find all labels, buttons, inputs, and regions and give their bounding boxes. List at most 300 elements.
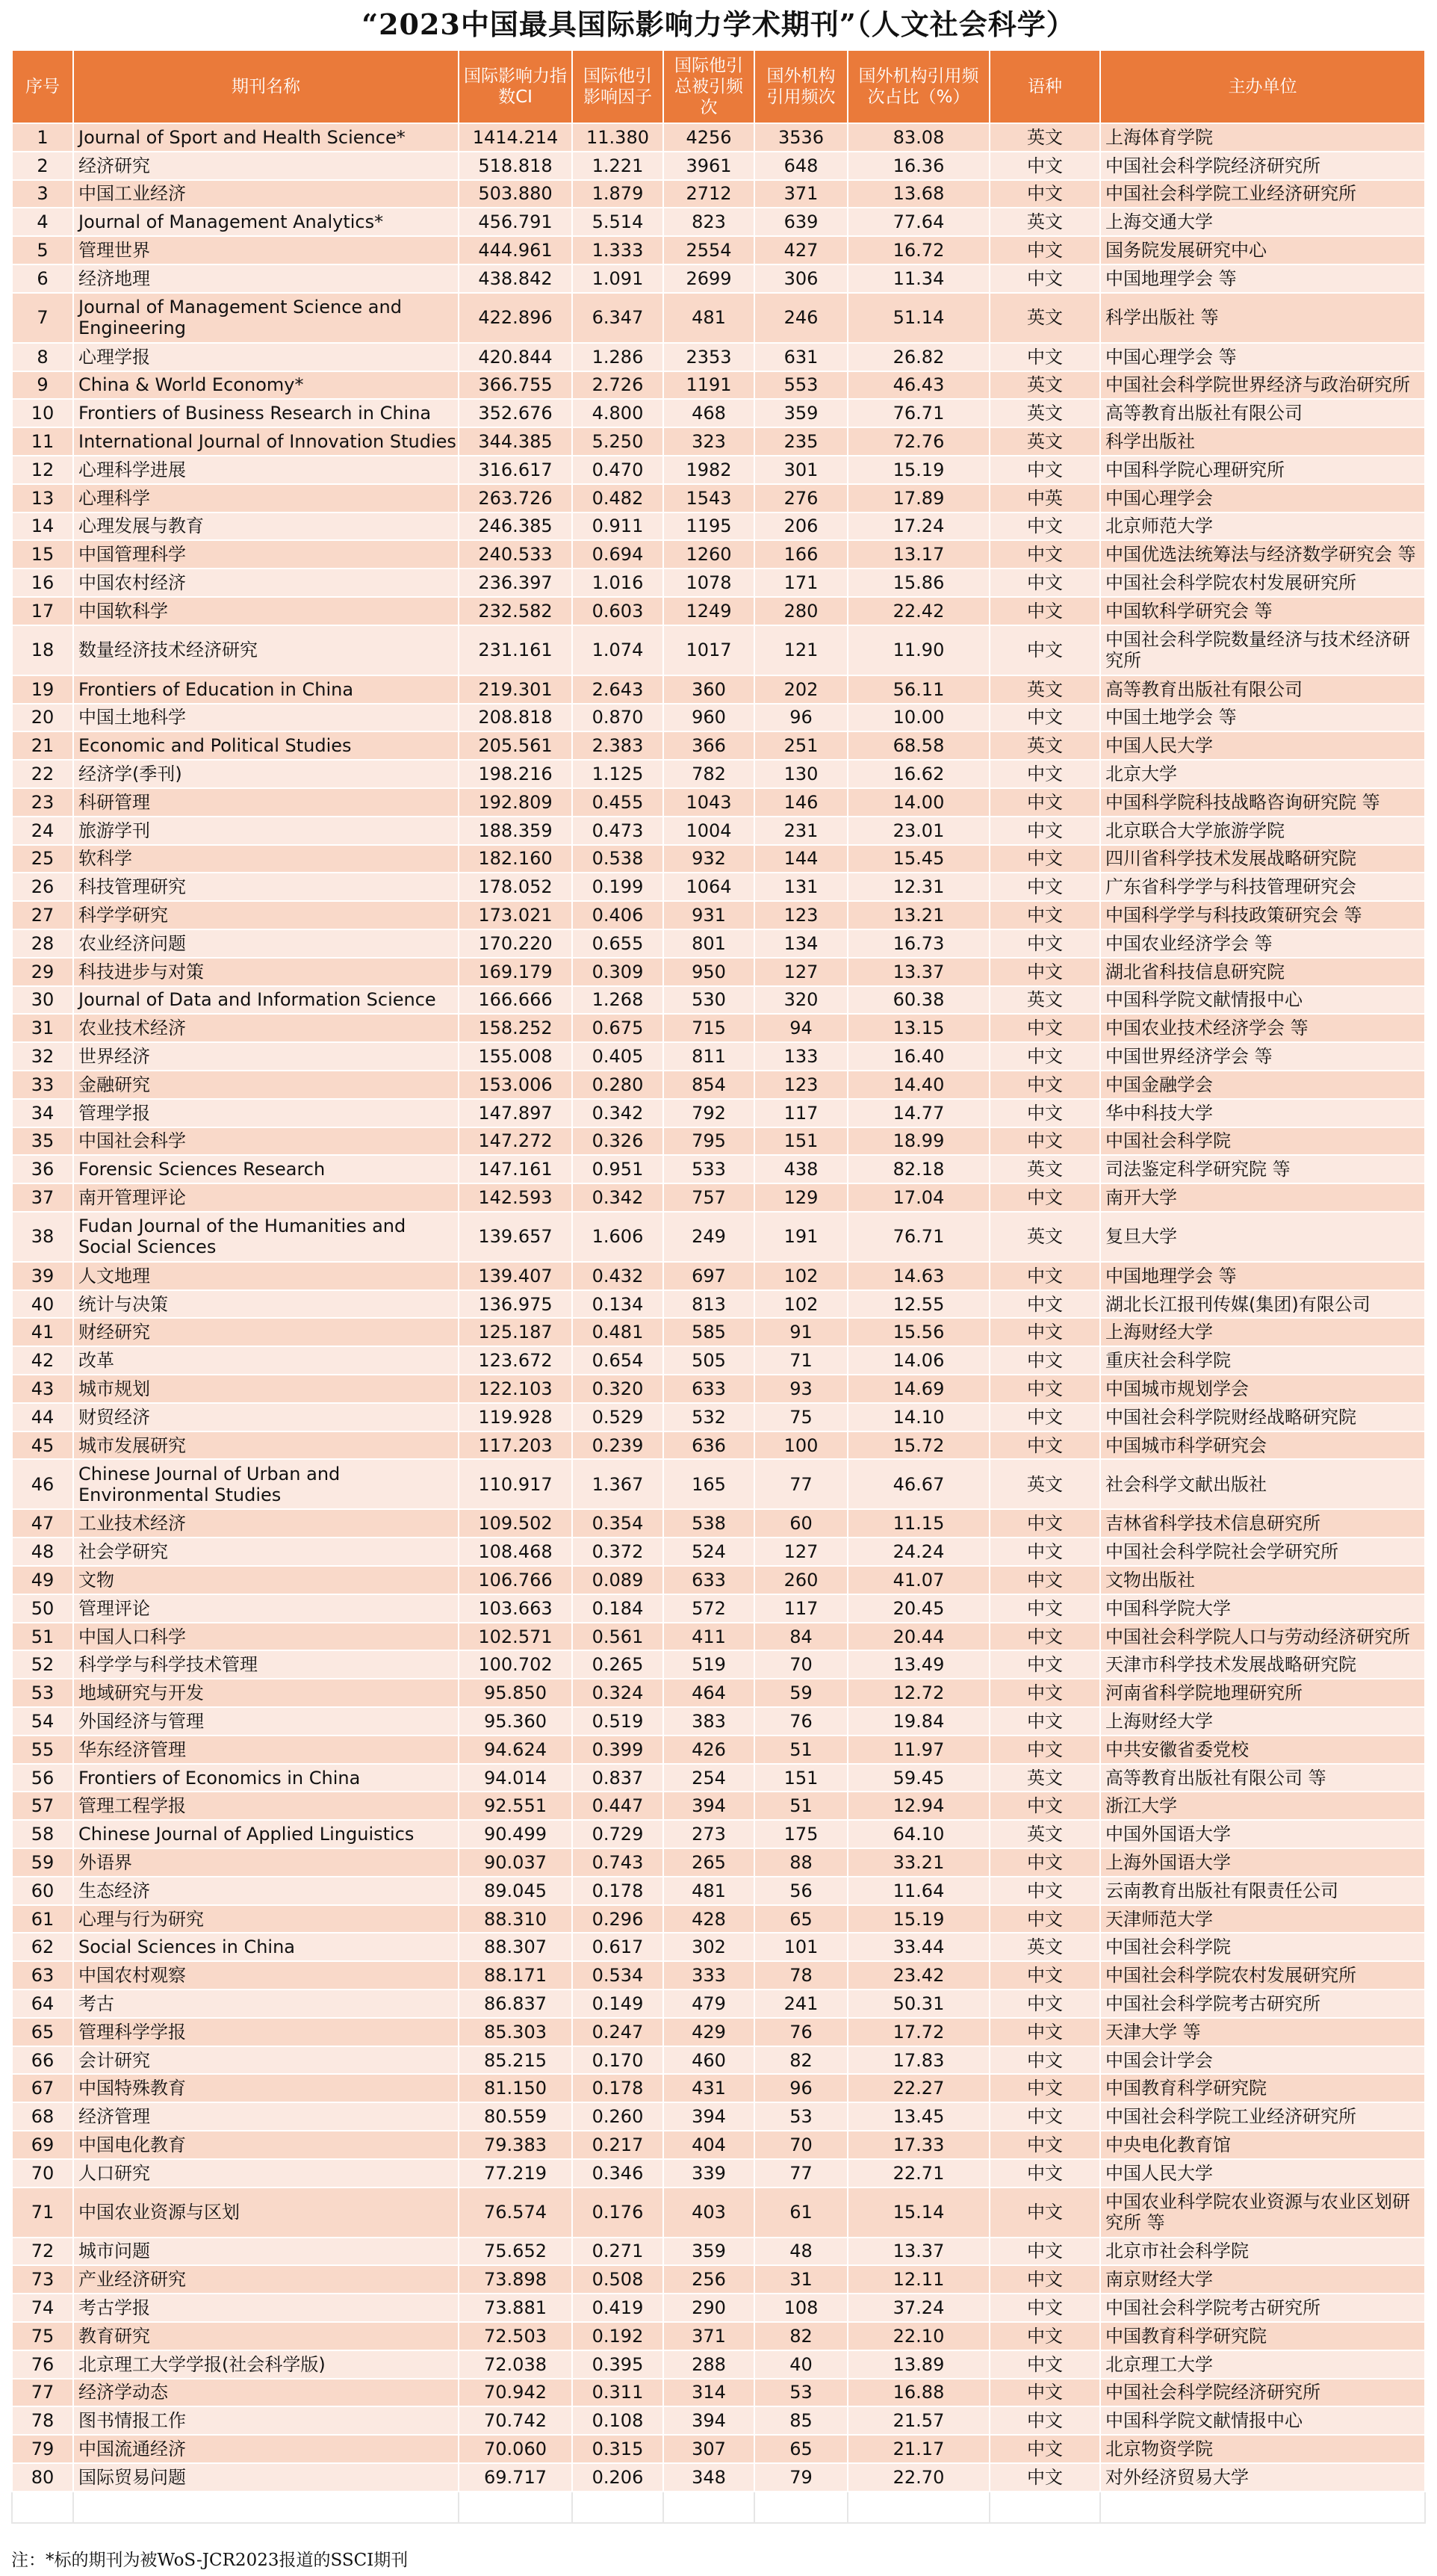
cell-journal-name: 教育研究 bbox=[73, 2322, 459, 2350]
cell-journal-name: 中国流通经济 bbox=[73, 2435, 459, 2463]
cell-foreign-citations: 648 bbox=[754, 152, 848, 180]
table-row bbox=[12, 597, 1425, 625]
cell-foreign-ratio: 51.14 bbox=[848, 293, 990, 343]
cell-publisher: 湖北长江报刊传媒(集团)有限公司 bbox=[1100, 1290, 1425, 1319]
cell-publisher: 河南省科学院地理研究所 bbox=[1100, 1679, 1425, 1707]
cell-journal-name: Journal of Management Science and Engineering bbox=[73, 293, 459, 343]
table-row bbox=[12, 625, 1425, 675]
cell-index: 1 bbox=[12, 123, 73, 152]
cell-ci: 94.014 bbox=[459, 1764, 572, 1792]
cell-journal-name: 管理工程学报 bbox=[73, 1792, 459, 1820]
cell-total-citations: 273 bbox=[663, 1820, 754, 1848]
cell-publisher: 中国农业技术经济学会 等 bbox=[1100, 1014, 1425, 1042]
blank-cell bbox=[572, 2492, 663, 2523]
cell-publisher: 中国地理学会 等 bbox=[1100, 1262, 1425, 1290]
cell-foreign-ratio: 82.18 bbox=[848, 1155, 990, 1183]
cell-ci: 125.187 bbox=[459, 1318, 572, 1346]
table-row bbox=[12, 2322, 1425, 2350]
cell-language: 中文 bbox=[990, 2188, 1100, 2238]
cell-impact-factor: 0.406 bbox=[572, 901, 663, 929]
cell-language: 中文 bbox=[990, 817, 1100, 845]
cell-foreign-citations: 320 bbox=[754, 986, 848, 1015]
cell-total-citations: 2699 bbox=[663, 264, 754, 293]
cell-impact-factor: 5.250 bbox=[572, 427, 663, 456]
cell-impact-factor: 0.176 bbox=[572, 2188, 663, 2238]
cell-journal-name: 科学学与科学技术管理 bbox=[73, 1650, 459, 1679]
table-row bbox=[12, 1431, 1425, 1460]
cell-journal-name: 财经研究 bbox=[73, 1318, 459, 1346]
cell-foreign-ratio: 22.42 bbox=[848, 597, 990, 625]
cell-index: 53 bbox=[12, 1679, 73, 1707]
cell-journal-name: 中国农村经济 bbox=[73, 569, 459, 597]
cell-total-citations: 288 bbox=[663, 2350, 754, 2379]
cell-journal-name: 中国特殊教育 bbox=[73, 2074, 459, 2102]
cell-publisher: 中国科学院文献情报中心 bbox=[1100, 986, 1425, 1015]
cell-foreign-citations: 96 bbox=[754, 704, 848, 732]
cell-journal-name: 金融研究 bbox=[73, 1071, 459, 1099]
cell-foreign-ratio: 68.58 bbox=[848, 731, 990, 760]
table-blank-row bbox=[12, 2492, 1425, 2523]
cell-index: 80 bbox=[12, 2463, 73, 2492]
cell-impact-factor: 0.399 bbox=[572, 1736, 663, 1764]
table-row bbox=[12, 1014, 1425, 1042]
cell-language: 英文 bbox=[990, 1820, 1100, 1848]
cell-language: 中文 bbox=[990, 2379, 1100, 2407]
cell-language: 中文 bbox=[990, 1594, 1100, 1623]
cell-ci: 70.942 bbox=[459, 2379, 572, 2407]
cell-impact-factor: 0.309 bbox=[572, 958, 663, 986]
cell-foreign-citations: 301 bbox=[754, 456, 848, 484]
cell-impact-factor: 2.726 bbox=[572, 371, 663, 400]
cell-total-citations: 1982 bbox=[663, 456, 754, 484]
cell-index: 18 bbox=[12, 625, 73, 675]
cell-journal-name: 科技管理研究 bbox=[73, 873, 459, 901]
cell-total-citations: 697 bbox=[663, 1262, 754, 1290]
cell-index: 30 bbox=[12, 986, 73, 1015]
table-row bbox=[12, 2046, 1425, 2075]
table-row bbox=[12, 2159, 1425, 2188]
cell-foreign-citations: 76 bbox=[754, 1707, 848, 1736]
cell-impact-factor: 0.178 bbox=[572, 1877, 663, 1905]
cell-foreign-ratio: 22.71 bbox=[848, 2159, 990, 2188]
cell-index: 37 bbox=[12, 1183, 73, 1212]
cell-foreign-ratio: 46.67 bbox=[848, 1459, 990, 1509]
cell-index: 22 bbox=[12, 760, 73, 788]
cell-impact-factor: 1.091 bbox=[572, 264, 663, 293]
cell-foreign-citations: 102 bbox=[754, 1290, 848, 1319]
cell-publisher: 中国心理学会 等 bbox=[1100, 343, 1425, 371]
cell-foreign-citations: 241 bbox=[754, 1990, 848, 2018]
cell-foreign-citations: 78 bbox=[754, 1961, 848, 1990]
journal-table bbox=[11, 49, 1426, 2524]
cell-index: 25 bbox=[12, 845, 73, 873]
cell-total-citations: 323 bbox=[663, 427, 754, 456]
cell-total-citations: 249 bbox=[663, 1212, 754, 1262]
cell-language: 中文 bbox=[990, 1990, 1100, 2018]
cell-foreign-ratio: 15.19 bbox=[848, 1905, 990, 1933]
cell-journal-name: Chinese Journal of Urban and Environmental Studies bbox=[73, 1459, 459, 1509]
cell-language: 中文 bbox=[990, 2018, 1100, 2046]
cell-impact-factor: 0.178 bbox=[572, 2074, 663, 2102]
cell-index: 13 bbox=[12, 484, 73, 513]
cell-foreign-citations: 53 bbox=[754, 2102, 848, 2131]
cell-index: 8 bbox=[12, 343, 73, 371]
cell-foreign-ratio: 12.94 bbox=[848, 1792, 990, 1820]
cell-publisher: 北京物资学院 bbox=[1100, 2435, 1425, 2463]
cell-impact-factor: 2.643 bbox=[572, 675, 663, 704]
cell-ci: 136.975 bbox=[459, 1290, 572, 1319]
cell-language: 中文 bbox=[990, 2238, 1100, 2266]
table-row bbox=[12, 1764, 1425, 1792]
table-row bbox=[12, 371, 1425, 400]
cell-ci: 94.624 bbox=[459, 1736, 572, 1764]
cell-language: 中文 bbox=[990, 1623, 1100, 1651]
cell-publisher: 中国社会科学院财经战略研究院 bbox=[1100, 1403, 1425, 1431]
cell-language: 中文 bbox=[990, 2322, 1100, 2350]
cell-foreign-citations: 231 bbox=[754, 817, 848, 845]
cell-publisher: 高等教育出版社有限公司 bbox=[1100, 399, 1425, 427]
cell-index: 43 bbox=[12, 1375, 73, 1403]
cell-foreign-ratio: 83.08 bbox=[848, 123, 990, 152]
cell-impact-factor: 0.519 bbox=[572, 1707, 663, 1736]
cell-ci: 147.161 bbox=[459, 1155, 572, 1183]
cell-foreign-ratio: 37.24 bbox=[848, 2294, 990, 2322]
cell-foreign-citations: 88 bbox=[754, 1848, 848, 1877]
cell-index: 34 bbox=[12, 1099, 73, 1127]
table-row bbox=[12, 901, 1425, 929]
cell-foreign-ratio: 11.15 bbox=[848, 1509, 990, 1538]
cell-total-citations: 813 bbox=[663, 1290, 754, 1319]
cell-language: 中文 bbox=[990, 2350, 1100, 2379]
cell-total-citations: 333 bbox=[663, 1961, 754, 1990]
cell-publisher: 天津师范大学 bbox=[1100, 1905, 1425, 1933]
cell-language: 中文 bbox=[990, 2159, 1100, 2188]
cell-ci: 236.397 bbox=[459, 569, 572, 597]
cell-ci: 155.008 bbox=[459, 1042, 572, 1071]
cell-foreign-citations: 93 bbox=[754, 1375, 848, 1403]
cell-foreign-citations: 70 bbox=[754, 1650, 848, 1679]
cell-ci: 95.360 bbox=[459, 1707, 572, 1736]
cell-language: 英文 bbox=[990, 1933, 1100, 1961]
cell-foreign-citations: 76 bbox=[754, 2018, 848, 2046]
cell-language: 中文 bbox=[990, 1509, 1100, 1538]
cell-foreign-ratio: 16.36 bbox=[848, 152, 990, 180]
cell-ci: 108.468 bbox=[459, 1538, 572, 1566]
cell-impact-factor: 1.125 bbox=[572, 760, 663, 788]
cell-journal-name: 科学学研究 bbox=[73, 901, 459, 929]
cell-impact-factor: 0.617 bbox=[572, 1933, 663, 1961]
cell-ci: 344.385 bbox=[459, 427, 572, 456]
cell-language: 中文 bbox=[990, 1071, 1100, 1099]
cell-language: 中文 bbox=[990, 2406, 1100, 2435]
cell-foreign-ratio: 64.10 bbox=[848, 1820, 990, 1848]
cell-publisher: 高等教育出版社有限公司 bbox=[1100, 675, 1425, 704]
cell-foreign-citations: 102 bbox=[754, 1262, 848, 1290]
cell-impact-factor: 0.675 bbox=[572, 1014, 663, 1042]
cell-journal-name: 农业经济问题 bbox=[73, 929, 459, 958]
table-row bbox=[12, 1679, 1425, 1707]
cell-foreign-citations: 117 bbox=[754, 1594, 848, 1623]
cell-journal-name: 中国农村观察 bbox=[73, 1961, 459, 1990]
cell-publisher: 浙江大学 bbox=[1100, 1792, 1425, 1820]
cell-index: 16 bbox=[12, 569, 73, 597]
cell-language: 中文 bbox=[990, 1877, 1100, 1905]
cell-foreign-ratio: 12.55 bbox=[848, 1290, 990, 1319]
cell-foreign-citations: 91 bbox=[754, 1318, 848, 1346]
cell-ci: 422.896 bbox=[459, 293, 572, 343]
cell-total-citations: 811 bbox=[663, 1042, 754, 1071]
cell-impact-factor: 0.326 bbox=[572, 1127, 663, 1156]
cell-foreign-citations: 144 bbox=[754, 845, 848, 873]
table-row bbox=[12, 2188, 1425, 2238]
cell-impact-factor: 4.800 bbox=[572, 399, 663, 427]
cell-impact-factor: 0.911 bbox=[572, 513, 663, 541]
cell-foreign-citations: 123 bbox=[754, 1071, 848, 1099]
cell-impact-factor: 0.134 bbox=[572, 1290, 663, 1319]
cell-index: 57 bbox=[12, 1792, 73, 1820]
table-row bbox=[12, 2350, 1425, 2379]
table-row bbox=[12, 1459, 1425, 1509]
cell-language: 中文 bbox=[990, 456, 1100, 484]
cell-journal-name: 工业技术经济 bbox=[73, 1509, 459, 1538]
cell-foreign-ratio: 15.45 bbox=[848, 845, 990, 873]
header-total-citations: 国际他引总被引频次 bbox=[663, 50, 754, 123]
header-foreign-citations: 国外机构引用频次 bbox=[754, 50, 848, 123]
cell-publisher: 北京理工大学 bbox=[1100, 2350, 1425, 2379]
cell-journal-name: 人口研究 bbox=[73, 2159, 459, 2188]
cell-foreign-citations: 94 bbox=[754, 1014, 848, 1042]
cell-impact-factor: 0.470 bbox=[572, 456, 663, 484]
cell-index: 42 bbox=[12, 1346, 73, 1375]
blank-cell bbox=[754, 2492, 848, 2523]
cell-language: 中文 bbox=[990, 1848, 1100, 1877]
cell-index: 14 bbox=[12, 513, 73, 541]
cell-language: 中文 bbox=[990, 540, 1100, 569]
cell-journal-name: 会计研究 bbox=[73, 2046, 459, 2075]
cell-journal-name: 外国经济与管理 bbox=[73, 1707, 459, 1736]
cell-foreign-ratio: 15.86 bbox=[848, 569, 990, 597]
cell-total-citations: 633 bbox=[663, 1566, 754, 1594]
cell-journal-name: 改革 bbox=[73, 1346, 459, 1375]
cell-total-citations: 481 bbox=[663, 1877, 754, 1905]
cell-journal-name: 农业技术经济 bbox=[73, 1014, 459, 1042]
cell-language: 中文 bbox=[990, 788, 1100, 817]
cell-foreign-citations: 202 bbox=[754, 675, 848, 704]
cell-impact-factor: 0.729 bbox=[572, 1820, 663, 1848]
cell-journal-name: 中国农业资源与区划 bbox=[73, 2188, 459, 2238]
cell-impact-factor: 0.603 bbox=[572, 597, 663, 625]
cell-foreign-citations: 82 bbox=[754, 2322, 848, 2350]
cell-ci: 85.215 bbox=[459, 2046, 572, 2075]
cell-foreign-citations: 100 bbox=[754, 1431, 848, 1460]
cell-index: 4 bbox=[12, 208, 73, 236]
cell-index: 32 bbox=[12, 1042, 73, 1071]
cell-foreign-citations: 133 bbox=[754, 1042, 848, 1071]
cell-total-citations: 792 bbox=[663, 1099, 754, 1127]
cell-index: 27 bbox=[12, 901, 73, 929]
cell-total-citations: 2353 bbox=[663, 343, 754, 371]
cell-publisher: 社会科学文献出版社 bbox=[1100, 1459, 1425, 1509]
cell-publisher: 中国城市科学研究会 bbox=[1100, 1431, 1425, 1460]
table-row bbox=[12, 1183, 1425, 1212]
cell-foreign-citations: 101 bbox=[754, 1933, 848, 1961]
cell-journal-name: 社会学研究 bbox=[73, 1538, 459, 1566]
cell-foreign-citations: 65 bbox=[754, 1905, 848, 1933]
cell-total-citations: 394 bbox=[663, 1792, 754, 1820]
cell-total-citations: 538 bbox=[663, 1509, 754, 1538]
cell-ci: 147.897 bbox=[459, 1099, 572, 1127]
cell-foreign-ratio: 18.99 bbox=[848, 1127, 990, 1156]
cell-total-citations: 165 bbox=[663, 1459, 754, 1509]
cell-impact-factor: 0.260 bbox=[572, 2102, 663, 2131]
table-row bbox=[12, 1707, 1425, 1736]
cell-language: 英文 bbox=[990, 293, 1100, 343]
cell-total-citations: 404 bbox=[663, 2131, 754, 2159]
cell-ci: 122.103 bbox=[459, 1375, 572, 1403]
cell-total-citations: 302 bbox=[663, 1933, 754, 1961]
cell-impact-factor: 6.347 bbox=[572, 293, 663, 343]
cell-foreign-citations: 82 bbox=[754, 2046, 848, 2075]
cell-ci: 178.052 bbox=[459, 873, 572, 901]
cell-impact-factor: 1.016 bbox=[572, 569, 663, 597]
cell-ci: 90.499 bbox=[459, 1820, 572, 1848]
cell-index: 51 bbox=[12, 1623, 73, 1651]
cell-ci: 232.582 bbox=[459, 597, 572, 625]
cell-total-citations: 464 bbox=[663, 1679, 754, 1707]
cell-total-citations: 479 bbox=[663, 1990, 754, 2018]
blank-cell bbox=[12, 2492, 73, 2523]
cell-publisher: 北京市社会科学院 bbox=[1100, 2238, 1425, 2266]
cell-index: 60 bbox=[12, 1877, 73, 1905]
cell-ci: 198.216 bbox=[459, 760, 572, 788]
cell-publisher: 复旦大学 bbox=[1100, 1212, 1425, 1262]
cell-ci: 219.301 bbox=[459, 675, 572, 704]
cell-publisher: 中国科学院心理研究所 bbox=[1100, 456, 1425, 484]
cell-impact-factor: 0.951 bbox=[572, 1155, 663, 1183]
cell-journal-name: Frontiers of Education in China bbox=[73, 675, 459, 704]
cell-language: 中文 bbox=[990, 704, 1100, 732]
table-row bbox=[12, 1346, 1425, 1375]
cell-ci: 88.307 bbox=[459, 1933, 572, 1961]
cell-foreign-ratio: 16.73 bbox=[848, 929, 990, 958]
cell-total-citations: 468 bbox=[663, 399, 754, 427]
table-row bbox=[12, 2074, 1425, 2102]
cell-journal-name: 经济研究 bbox=[73, 152, 459, 180]
cell-journal-name: 财贸经济 bbox=[73, 1403, 459, 1431]
cell-language: 英文 bbox=[990, 1155, 1100, 1183]
cell-journal-name: 生态经济 bbox=[73, 1877, 459, 1905]
cell-foreign-citations: 171 bbox=[754, 569, 848, 597]
cell-ci: 170.220 bbox=[459, 929, 572, 958]
cell-journal-name: 心理发展与教育 bbox=[73, 513, 459, 541]
cell-ci: 123.672 bbox=[459, 1346, 572, 1375]
cell-language: 中文 bbox=[990, 760, 1100, 788]
header-language: 语种 bbox=[990, 50, 1100, 123]
cell-foreign-ratio: 11.34 bbox=[848, 264, 990, 293]
table-row bbox=[12, 540, 1425, 569]
cell-total-citations: 360 bbox=[663, 675, 754, 704]
cell-language: 中文 bbox=[990, 845, 1100, 873]
cell-language: 英文 bbox=[990, 731, 1100, 760]
cell-ci: 73.881 bbox=[459, 2294, 572, 2322]
cell-index: 11 bbox=[12, 427, 73, 456]
cell-language: 中文 bbox=[990, 1375, 1100, 1403]
cell-total-citations: 254 bbox=[663, 1764, 754, 1792]
cell-publisher: 华中科技大学 bbox=[1100, 1099, 1425, 1127]
cell-ci: 456.791 bbox=[459, 208, 572, 236]
cell-foreign-citations: 123 bbox=[754, 901, 848, 929]
cell-ci: 86.837 bbox=[459, 1990, 572, 2018]
cell-journal-name: Economic and Political Studies bbox=[73, 731, 459, 760]
cell-language: 英文 bbox=[990, 371, 1100, 400]
cell-publisher: 南京财经大学 bbox=[1100, 2265, 1425, 2294]
cell-foreign-ratio: 14.10 bbox=[848, 1403, 990, 1431]
cell-impact-factor: 0.324 bbox=[572, 1679, 663, 1707]
cell-total-citations: 757 bbox=[663, 1183, 754, 1212]
cell-publisher: 上海体育学院 bbox=[1100, 123, 1425, 152]
cell-index: 31 bbox=[12, 1014, 73, 1042]
cell-ci: 153.006 bbox=[459, 1071, 572, 1099]
cell-journal-name: 管理学报 bbox=[73, 1099, 459, 1127]
cell-total-citations: 950 bbox=[663, 958, 754, 986]
table-row bbox=[12, 1538, 1425, 1566]
table-row bbox=[12, 427, 1425, 456]
cell-impact-factor: 0.342 bbox=[572, 1099, 663, 1127]
cell-publisher: 中国社会科学院考古研究所 bbox=[1100, 1990, 1425, 2018]
cell-foreign-ratio: 12.31 bbox=[848, 873, 990, 901]
cell-foreign-ratio: 50.31 bbox=[848, 1990, 990, 2018]
table-row bbox=[12, 456, 1425, 484]
cell-index: 23 bbox=[12, 788, 73, 817]
cell-language: 中文 bbox=[990, 2265, 1100, 2294]
footnote: 注：*标的期刊为被WoS-JCR2023报道的SSCI期刊 bbox=[11, 2551, 409, 2570]
cell-impact-factor: 1.286 bbox=[572, 343, 663, 371]
table-body bbox=[12, 123, 1425, 2523]
table-row bbox=[12, 152, 1425, 180]
cell-impact-factor: 0.149 bbox=[572, 1990, 663, 2018]
cell-index: 69 bbox=[12, 2131, 73, 2159]
table-row bbox=[12, 2131, 1425, 2159]
cell-language: 中文 bbox=[990, 1707, 1100, 1736]
cell-impact-factor: 0.354 bbox=[572, 1509, 663, 1538]
cell-total-citations: 371 bbox=[663, 2322, 754, 2350]
cell-foreign-ratio: 13.45 bbox=[848, 2102, 990, 2131]
cell-journal-name: 经济学(季刊) bbox=[73, 760, 459, 788]
table-row bbox=[12, 484, 1425, 513]
cell-impact-factor: 0.534 bbox=[572, 1961, 663, 1990]
cell-publisher: 中国社会科学院考古研究所 bbox=[1100, 2294, 1425, 2322]
table-row bbox=[12, 817, 1425, 845]
cell-journal-name: 心理科学进展 bbox=[73, 456, 459, 484]
cell-journal-name: 外语界 bbox=[73, 1848, 459, 1877]
cell-index: 61 bbox=[12, 1905, 73, 1933]
cell-language: 中文 bbox=[990, 1403, 1100, 1431]
blank-cell bbox=[1100, 2492, 1425, 2523]
cell-index: 68 bbox=[12, 2102, 73, 2131]
cell-ci: 352.676 bbox=[459, 399, 572, 427]
blank-cell bbox=[848, 2492, 990, 2523]
cell-journal-name: 地域研究与开发 bbox=[73, 1679, 459, 1707]
cell-publisher: 科学出版社 等 bbox=[1100, 293, 1425, 343]
table-row bbox=[12, 236, 1425, 264]
cell-total-citations: 1543 bbox=[663, 484, 754, 513]
cell-index: 55 bbox=[12, 1736, 73, 1764]
cell-impact-factor: 0.108 bbox=[572, 2406, 663, 2435]
cell-ci: 182.160 bbox=[459, 845, 572, 873]
cell-foreign-citations: 77 bbox=[754, 1459, 848, 1509]
cell-ci: 208.818 bbox=[459, 704, 572, 732]
cell-journal-name: 人文地理 bbox=[73, 1262, 459, 1290]
